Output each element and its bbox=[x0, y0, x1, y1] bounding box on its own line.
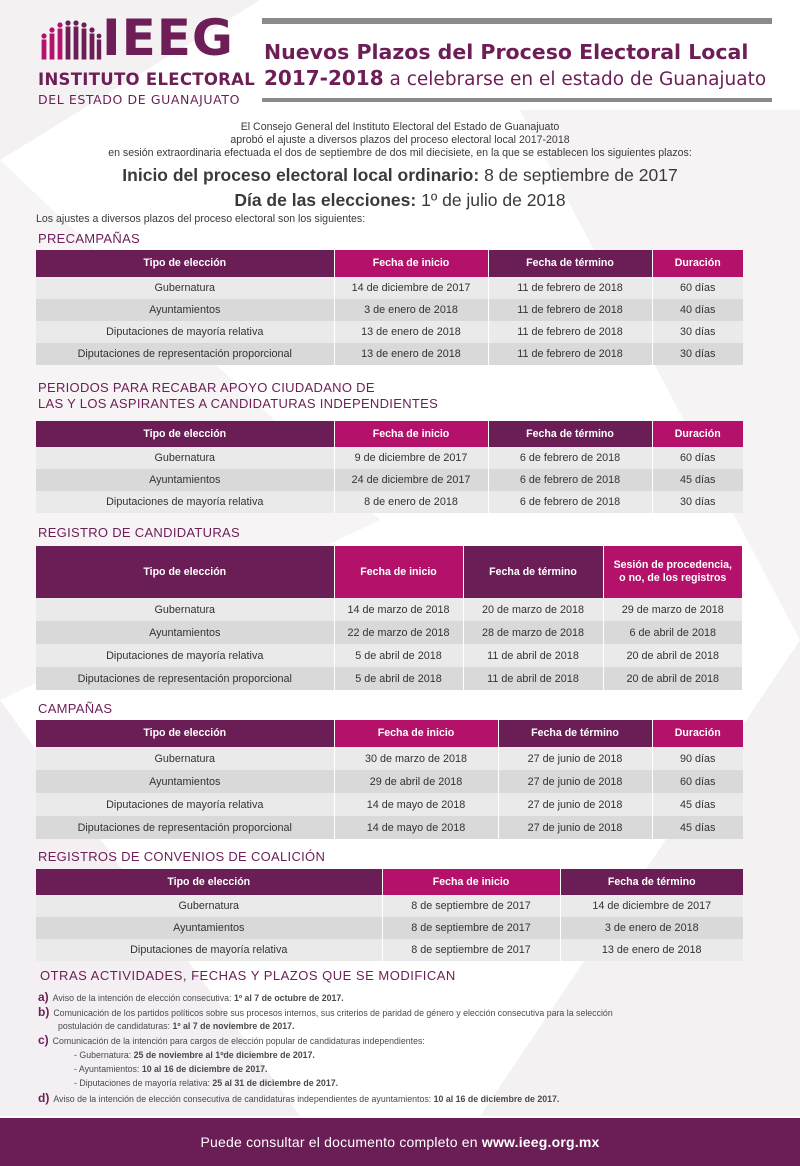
col-header-tipo: Tipo de elección bbox=[36, 546, 334, 598]
table-apoyo-ciudadano bbox=[36, 421, 743, 513]
table-row bbox=[36, 343, 743, 365]
table-cell: Diputaciones de representación proporcional bbox=[36, 816, 334, 839]
col-header-duracion: Duración bbox=[652, 720, 743, 747]
table-cell: 40 días bbox=[652, 299, 743, 321]
table-cell: Diputaciones de mayoría relativa bbox=[36, 939, 382, 961]
table-cell: 11 de abril de 2018 bbox=[463, 667, 603, 690]
table-cell: 22 de marzo de 2018 bbox=[334, 621, 463, 644]
table-cell: 27 de junio de 2018 bbox=[498, 816, 652, 839]
table-cell: 24 de diciembre de 2017 bbox=[334, 469, 488, 491]
table-cell: 13 de enero de 2018 bbox=[560, 939, 743, 961]
table-cell: 60 días bbox=[652, 770, 743, 793]
otras-b-text2: postulación de candidaturas: bbox=[58, 1021, 173, 1031]
table-row bbox=[36, 939, 743, 961]
start-date bbox=[0, 165, 800, 186]
intro-line2: aprobó el ajuste a diversos plazos del proceso electoral local 2017-2018 bbox=[230, 134, 570, 146]
table-cell: Gubernatura bbox=[36, 895, 382, 917]
section-title-coalicion: REGISTROS DE CONVENIOS DE COALICIÓN bbox=[38, 849, 326, 864]
table-row bbox=[36, 667, 742, 690]
table-cell: 20 de abril de 2018 bbox=[603, 644, 742, 667]
section-title-registro: REGISTRO DE CANDIDATURAS bbox=[38, 525, 240, 540]
table-cell: 14 de diciembre de 2017 bbox=[334, 277, 488, 299]
col-header-tipo: Tipo de elección bbox=[36, 250, 334, 277]
col-header-inicio: Fecha de inicio bbox=[382, 869, 560, 895]
adjust-note: Los ajustes a diversos plazos del proceso electoral son los siguientes: bbox=[36, 213, 366, 225]
table-row bbox=[36, 299, 743, 321]
table-campanas bbox=[36, 720, 743, 839]
table-body bbox=[36, 747, 743, 839]
table-cell: 20 de marzo de 2018 bbox=[463, 598, 603, 621]
table-row bbox=[36, 321, 743, 343]
section-title-otras: OTRAS ACTIVIDADES, FECHAS Y PLAZOS QUE SE MODIFICAN bbox=[40, 968, 456, 983]
footer-link[interactable]: www.ieeg.org.mx bbox=[481, 1134, 600, 1150]
table-cell: 30 días bbox=[652, 491, 743, 513]
otras-c-ayuntamientos bbox=[74, 1063, 800, 1076]
table-cell: 30 de marzo de 2018 bbox=[334, 747, 498, 770]
table-cell: 28 de marzo de 2018 bbox=[463, 621, 603, 644]
table-row bbox=[36, 621, 742, 644]
table-cell: Diputaciones de representación proporcional bbox=[36, 667, 334, 690]
table-cell: 3 de enero de 2018 bbox=[560, 917, 743, 939]
table-row bbox=[36, 770, 743, 793]
col-header-termino: Fecha de término bbox=[498, 720, 652, 747]
otras-c2-label: - Ayuntamientos: bbox=[74, 1064, 142, 1074]
otras-letter-c: c) bbox=[38, 1033, 49, 1047]
table-cell: 13 de enero de 2018 bbox=[334, 321, 488, 343]
table-cell: Ayuntamientos bbox=[36, 917, 382, 939]
table-row bbox=[36, 917, 743, 939]
table-row bbox=[36, 644, 742, 667]
col-header-termino: Fecha de término bbox=[488, 250, 652, 277]
otras-letter-a: a) bbox=[38, 990, 49, 1004]
title-years: 2017-2018 bbox=[264, 66, 384, 90]
otras-c1-date: 25 de noviembre al 1ºde diciembre de 2017. bbox=[133, 1050, 315, 1060]
table-cell: Diputaciones de representación proporcional bbox=[36, 343, 334, 365]
table-cell: 45 días bbox=[652, 469, 743, 491]
otras-c3-date: 25 al 31 de diciembre de 2017. bbox=[212, 1078, 339, 1088]
table-cell: 6 de abril de 2018 bbox=[603, 621, 742, 644]
table-cell: 30 días bbox=[652, 343, 743, 365]
otras-a-text: Aviso de la intención de elección consecutiva: bbox=[52, 993, 234, 1003]
table-cell: 60 días bbox=[652, 447, 743, 469]
table-cell: 14 de mayo de 2018 bbox=[334, 793, 498, 816]
table-cell: Ayuntamientos bbox=[36, 469, 334, 491]
logo-acronym: IEEG bbox=[102, 9, 234, 67]
table-row bbox=[36, 447, 743, 469]
table-cell: 45 días bbox=[652, 793, 743, 816]
otras-letter-d: d) bbox=[38, 1091, 50, 1105]
table-body bbox=[36, 447, 743, 513]
section-title-campanas: CAMPAÑAS bbox=[38, 701, 113, 716]
table-cell: 30 días bbox=[652, 321, 743, 343]
logo-line2: DEL ESTADO DE GUANAJUATO bbox=[38, 92, 241, 107]
table-cell: 8 de septiembre de 2017 bbox=[382, 917, 560, 939]
table-cell: 13 de enero de 2018 bbox=[334, 343, 488, 365]
table-row bbox=[36, 816, 743, 839]
section-title-apoyo-line1: PERIODOS PARA RECABAR APOYO CIUDADANO DE bbox=[38, 380, 375, 395]
table-row bbox=[36, 793, 743, 816]
table-row bbox=[36, 598, 742, 621]
people-icon bbox=[38, 20, 102, 60]
col-header-inicio: Fecha de inicio bbox=[334, 250, 488, 277]
otras-item-c bbox=[38, 1034, 778, 1048]
table-cell: Diputaciones de mayoría relativa bbox=[36, 644, 334, 667]
table-cell: Diputaciones de mayoría relativa bbox=[36, 793, 334, 816]
col-header-termino: Fecha de término bbox=[463, 546, 603, 598]
otras-b-text: Comunicación de los partidos políticos sobre sus procesos internos, sus criterios de paridad de género y elección consecutiva para la selección bbox=[53, 1008, 613, 1018]
table-cell: 11 de febrero de 2018 bbox=[488, 321, 652, 343]
table-cell: 11 de abril de 2018 bbox=[463, 644, 603, 667]
table-cell: 6 de febrero de 2018 bbox=[488, 491, 652, 513]
otras-item-a bbox=[38, 991, 778, 1005]
col-header-inicio: Fecha de inicio bbox=[334, 720, 498, 747]
table-cell: 27 de junio de 2018 bbox=[498, 793, 652, 816]
section-title-precampanas: PRECAMPAÑAS bbox=[38, 231, 141, 246]
table-row bbox=[36, 491, 743, 513]
col-header-tipo: Tipo de elección bbox=[36, 421, 334, 447]
footer-text bbox=[0, 1134, 800, 1150]
table-cell: Gubernatura bbox=[36, 447, 334, 469]
table-registro-candidaturas bbox=[36, 546, 742, 690]
table-cell: 9 de diciembre de 2017 bbox=[334, 447, 488, 469]
intro-line3: en sesión extraordinaria efectuada el dos de septiembre de dos mil diecisiete, en la que se establecen los siguientes plazos: bbox=[108, 147, 692, 159]
col-header-inicio: Fecha de inicio bbox=[334, 421, 488, 447]
election-date bbox=[0, 190, 800, 211]
table-cell: Ayuntamientos bbox=[36, 621, 334, 644]
table-row bbox=[36, 469, 743, 491]
table-cell: 8 de septiembre de 2017 bbox=[382, 895, 560, 917]
otras-c3-label: - Diputaciones de mayoría relativa: bbox=[74, 1078, 213, 1088]
table-cell: 14 de marzo de 2018 bbox=[334, 598, 463, 621]
otras-item-b bbox=[38, 1006, 778, 1020]
table-cell: 27 de junio de 2018 bbox=[498, 770, 652, 793]
otras-letter-b: b) bbox=[38, 1005, 50, 1019]
otras-item-d bbox=[38, 1092, 778, 1106]
table-cell: 11 de febrero de 2018 bbox=[488, 299, 652, 321]
table-cell: 6 de febrero de 2018 bbox=[488, 469, 652, 491]
otras-c1-label: - Gubernatura: bbox=[74, 1050, 134, 1060]
col-header-tipo: Tipo de elección bbox=[36, 720, 334, 747]
table-body bbox=[36, 277, 743, 365]
section-title-apoyo-line2: LAS Y LOS ASPIRANTES A CANDIDATURAS INDEPENDIENTES bbox=[38, 396, 439, 411]
otras-c2-date: 10 al 16 de diciembre de 2017. bbox=[141, 1064, 268, 1074]
table-body bbox=[36, 895, 743, 961]
table-cell: 8 de septiembre de 2017 bbox=[382, 939, 560, 961]
col-header-tipo: Tipo de elección bbox=[36, 869, 382, 895]
otras-c-text: Comunicación de la intención para cargos de elección popular de candidaturas independientes: bbox=[52, 1036, 425, 1046]
logo-line1: INSTITUTO ELECTORAL bbox=[38, 70, 256, 89]
title-rest: a celebrarse en el estado de Guanajuato bbox=[383, 69, 767, 90]
start-date-label: Inicio del proceso electoral local ordinario: bbox=[122, 165, 480, 185]
page-subtitle bbox=[264, 66, 766, 90]
table-row bbox=[36, 747, 743, 770]
table-cell: 29 de abril de 2018 bbox=[334, 770, 498, 793]
ieeg-logo bbox=[36, 9, 258, 107]
col-header-termino: Fecha de término bbox=[488, 421, 652, 447]
table-cell: 27 de junio de 2018 bbox=[498, 747, 652, 770]
otras-a-date: 1º al 7 de octubre de 2017. bbox=[233, 993, 344, 1003]
table-cell: 20 de abril de 2018 bbox=[603, 667, 742, 690]
table-cell: 6 de febrero de 2018 bbox=[488, 447, 652, 469]
table-coalicion bbox=[36, 869, 743, 961]
col-header-duracion: Duración bbox=[652, 421, 743, 447]
table-cell: 5 de abril de 2018 bbox=[334, 667, 463, 690]
table-cell: 11 de febrero de 2018 bbox=[488, 277, 652, 299]
table-cell: Gubernatura bbox=[36, 598, 334, 621]
table-row bbox=[36, 277, 743, 299]
table-cell: Gubernatura bbox=[36, 277, 334, 299]
table-cell: 45 días bbox=[652, 816, 743, 839]
table-row bbox=[36, 895, 743, 917]
table-body bbox=[36, 598, 742, 690]
table-cell: Ayuntamientos bbox=[36, 770, 334, 793]
table-cell: 3 de enero de 2018 bbox=[334, 299, 488, 321]
col-header-sesion: Sesión de procedencia, o no, de los registros bbox=[603, 546, 742, 598]
footer-label: Puede consultar el documento completo en bbox=[200, 1134, 482, 1150]
otras-d-date: 10 al 16 de diciembre de 2017. bbox=[433, 1094, 560, 1104]
header-bottom-rule bbox=[262, 98, 772, 102]
table-cell: Ayuntamientos bbox=[36, 299, 334, 321]
otras-b-date: 1º al 7 de noviembre de 2017. bbox=[172, 1021, 295, 1031]
col-header-inicio: Fecha de inicio bbox=[334, 546, 463, 598]
otras-c-diputaciones bbox=[74, 1077, 800, 1090]
table-cell: 14 de mayo de 2018 bbox=[334, 816, 498, 839]
table-cell: 90 días bbox=[652, 747, 743, 770]
table-cell: 5 de abril de 2018 bbox=[334, 644, 463, 667]
table-cell: Diputaciones de mayoría relativa bbox=[36, 491, 334, 513]
page-title: Nuevos Plazos del Proceso Electoral Local bbox=[264, 40, 749, 64]
table-cell: Diputaciones de mayoría relativa bbox=[36, 321, 334, 343]
table-cell: 60 días bbox=[652, 277, 743, 299]
intro-line1: El Consejo General del Instituto Electoral del Estado de Guanajuato bbox=[240, 121, 560, 133]
otras-d-text: Aviso de la intención de elección consecutiva de candidaturas independientes de ayuntamientos: bbox=[53, 1094, 434, 1104]
table-cell: Gubernatura bbox=[36, 747, 334, 770]
table-precampanas bbox=[36, 250, 743, 365]
col-header-duracion: Duración bbox=[652, 250, 743, 277]
col-header-termino: Fecha de término bbox=[560, 869, 743, 895]
election-date-label: Día de las elecciones: bbox=[234, 190, 417, 210]
start-date-value: 8 de septiembre de 2017 bbox=[479, 165, 678, 185]
table-cell: 8 de enero de 2018 bbox=[334, 491, 488, 513]
otras-c-gubernatura bbox=[74, 1049, 800, 1062]
otras-item-b-cont bbox=[58, 1020, 798, 1033]
table-cell: 11 de febrero de 2018 bbox=[488, 343, 652, 365]
table-cell: 29 de marzo de 2018 bbox=[603, 598, 742, 621]
table-cell: 14 de diciembre de 2017 bbox=[560, 895, 743, 917]
header-top-rule bbox=[262, 18, 772, 24]
election-date-value: 1º de julio de 2018 bbox=[416, 190, 566, 210]
